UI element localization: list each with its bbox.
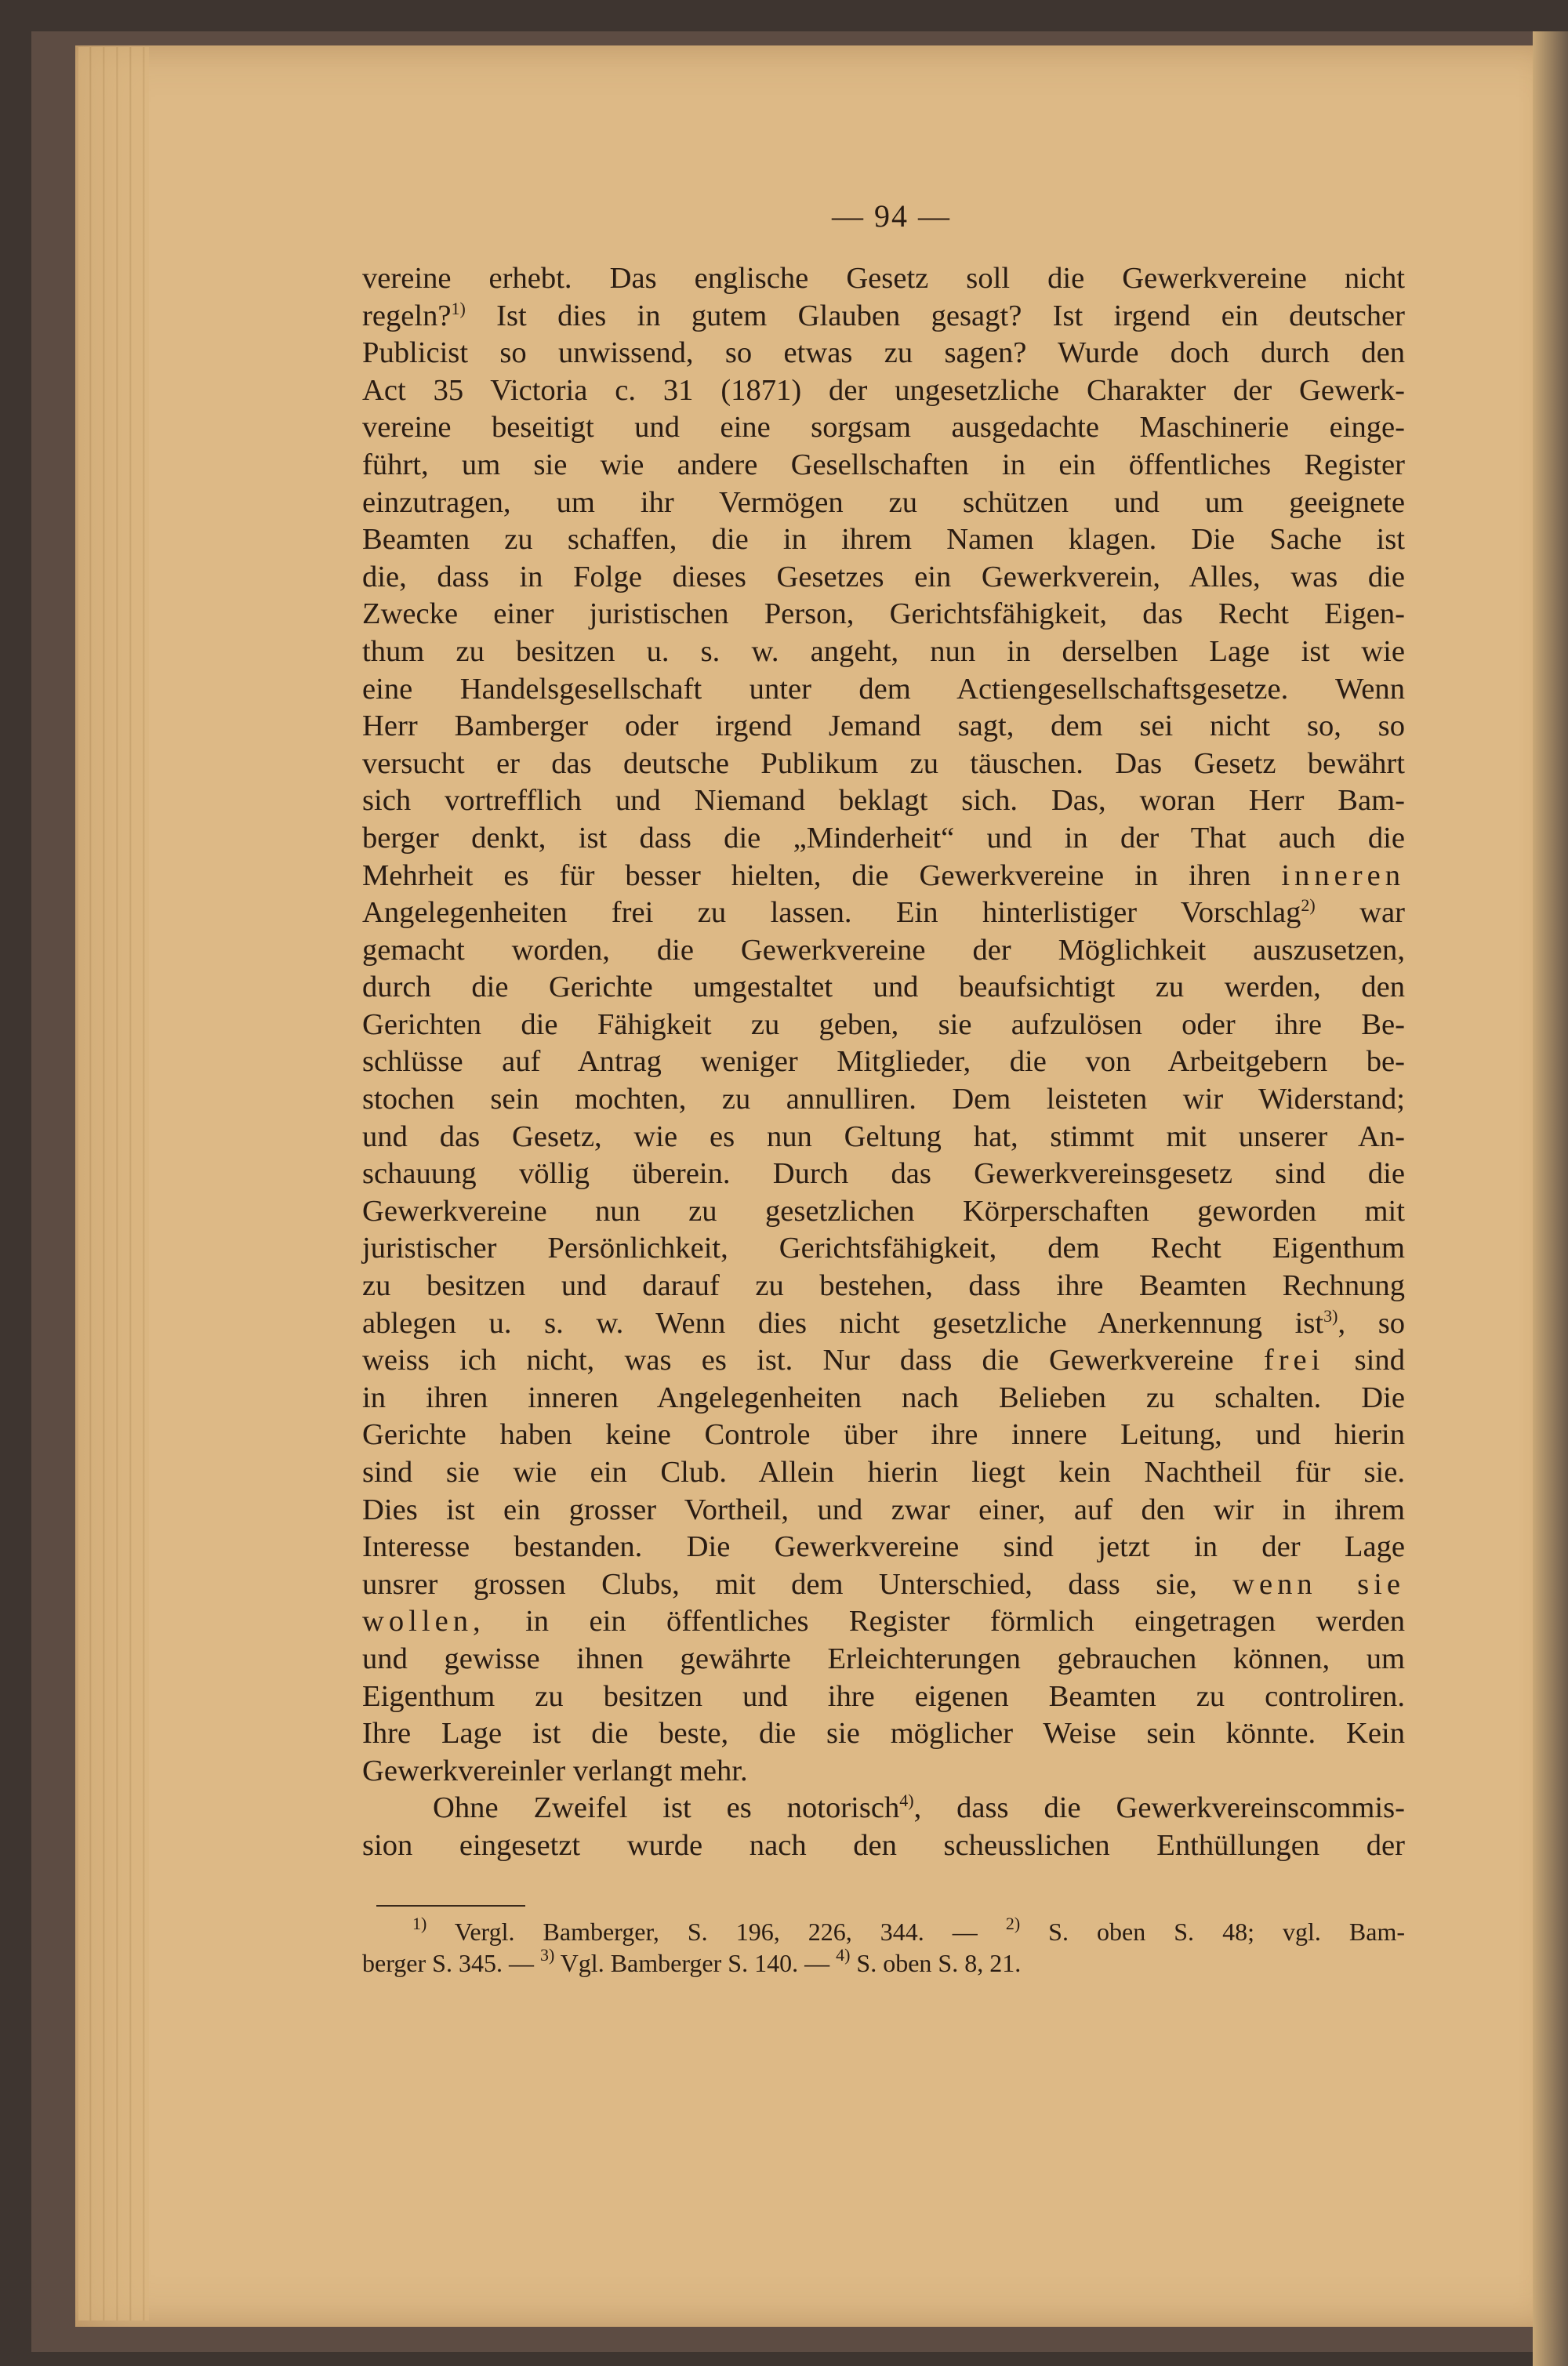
text-line: Gewerkvereinler verlangt mehr. <box>362 1754 748 1787</box>
text-line: weiss ich nicht, was es ist. Nur dass die Gewerkvereine frei sind <box>362 1344 1405 1377</box>
text-line: Gerichte haben keine Controle über ihre innere Leitung, und hierin <box>362 1418 1405 1452</box>
footnote-mark: 3) <box>1323 1305 1338 1326</box>
text-line: Ohne Zweifel ist es notorisch$^{4)}$, dass die Gewerkvereinscommis- <box>433 1791 1405 1825</box>
text-line: in ihren inneren Angelegenheiten nach Belieben zu schalten. Die <box>362 1381 1405 1414</box>
page-number: — 94 — <box>832 198 951 234</box>
text-line: Beamten zu schaffen, die in ihrem Namen klagen. Die Sache ist <box>362 523 1405 557</box>
text-line: schauung völlig überein. Durch das Gewerkvereinsgesetz sind die <box>362 1157 1405 1191</box>
footnote-divider <box>376 1905 525 1907</box>
spaced-emphasis: wollen, <box>362 1605 485 1638</box>
text-line: Gewerkvereine nun zu gesetzlichen Körperschaften geworden mit <box>362 1194 1405 1228</box>
text-line: Ihre Lage ist die beste, die sie möglicher Weise sein könnte. Kein <box>362 1717 1405 1751</box>
text-line: Dies ist ein grosser Vortheil, und zwar einer, auf den wir in ihrem <box>362 1493 1405 1526</box>
text-line: führt, um sie wie andere Gesellschaften in ein öffentliches Register <box>362 448 1405 481</box>
footnotes <box>362 1916 1405 1979</box>
footnote-mark: 1) <box>451 298 466 318</box>
text-line: stochen sein mochten, zu annulliren. Dem leisteten wir Widerstand; <box>362 1083 1405 1116</box>
text-line: vereine erhebt. Das englische Gesetz soll die Gewerkvereine nicht <box>362 262 1405 295</box>
footnote-line: $^{1)}$ Vergl. Bamberger, S. 196, 226, 344. — $^{2)}$ S. oben S. 48; vgl. Bam- <box>412 1914 1406 1946</box>
text-line: die, dass in Folge dieses Gesetzes ein Gewerkverein, Alles, was die <box>362 560 1405 593</box>
book-gutter <box>1533 31 1568 2366</box>
text-line: juristischer Persönlichkeit, Gerichtsfähigkeit, dem Recht Eigenthum <box>362 1232 1405 1265</box>
footnote-mark: 4) <box>899 1791 914 1811</box>
text-line: wollen, in ein öffentliches Register förmlich eingetragen werden <box>362 1605 1405 1638</box>
text-line: und das Gesetz, wie es nun Geltung hat, stimmt mit unserer An- <box>362 1119 1405 1153</box>
text-line: versucht er das deutsche Publikum zu täuschen. Das Gesetz bewährt <box>362 746 1405 780</box>
text-line: einzutragen, um ihr Vermögen zu schützen und um geeignete <box>362 485 1405 519</box>
text-line: durch die Gerichte umgestaltet und beaufsichtigt zu werden, den <box>362 971 1405 1004</box>
text-line: ablegen u. s. w. Wenn dies nicht gesetzliche Anerkennung ist$^{3)}$, so <box>362 1305 1406 1340</box>
text-line: Interesse bestanden. Die Gewerkvereine sind jetzt in der Lage <box>362 1530 1405 1564</box>
text-line: sion eingesetzt wurde nach den scheusslichen Enthüllungen der <box>362 1828 1405 1862</box>
page-text <box>362 198 1405 1865</box>
spaced-emphasis: frei <box>1263 1344 1325 1377</box>
text-line: thum zu besitzen u. s. w. angeht, nun in derselben Lage ist wie <box>362 634 1405 668</box>
footnote-line: berger S. 345. — $^{3)}$ Vgl. Bamberger S. 140. — $^{4)}$ S. oben S. 8, 21. <box>362 1945 1022 1977</box>
text-line: schlüsse auf Antrag weniger Mitglieder, die von Arbeitgebern be- <box>362 1045 1405 1079</box>
spaced-emphasis: wenn sie <box>1232 1567 1405 1601</box>
text-line: Eigenthum zu besitzen und ihre eigenen Beamten zu controliren. <box>362 1679 1405 1713</box>
text-line: und gewisse ihnen gewährte Erleichterungen gebrauchen können, um <box>362 1642 1405 1675</box>
text-line: regeln?$^{1)}$ Ist dies in gutem Glauben gesagt? Ist irgend ein deutscher <box>362 298 1405 332</box>
text-line: sind sie wie ein Club. Allein hierin liegt kein Nachtheil für sie. <box>362 1456 1405 1489</box>
text-line: Mehrheit es für besser hielten, die Gewerkvereine in ihren inneren <box>362 858 1406 892</box>
page-edges <box>78 47 149 2321</box>
text-line: Angelegenheiten frei zu lassen. Ein hinterlistiger Vorschlag$^{2)}$ war <box>362 895 1405 930</box>
text-line: gemacht worden, die Gewerkvereine der Möglichkeit auszusetzen, <box>362 933 1405 967</box>
text-line: vereine beseitigt und eine sorgsam ausgedachte Maschinerie einge- <box>362 411 1405 445</box>
text-line: Gerichten die Fähigkeit zu geben, sie aufzulösen oder ihre Be- <box>362 1007 1405 1041</box>
text-line: sich vortrefflich und Niemand beklagt sich. Das, woran Herr Bam- <box>362 784 1405 818</box>
text-line: berger denkt, ist dass die „Minderheit“ und in der That auch die <box>362 821 1405 855</box>
footnote-mark: 2) <box>1301 895 1316 916</box>
text-line: Herr Bamberger oder irgend Jemand sagt, dem sei nicht so, so <box>362 709 1405 743</box>
text-line: Publicist so unwissend, so etwas zu sagen? Wurde doch durch den <box>362 336 1405 370</box>
text-line: Zwecke einer juristischen Person, Gerichtsfähigkeit, das Recht Eigen- <box>362 597 1405 631</box>
text-line: Act 35 Victoria c. 31 (1871) der ungesetzliche Charakter der Gewerk- <box>362 373 1405 407</box>
spaced-emphasis: inneren <box>1281 858 1406 892</box>
text-line: zu besitzen und darauf zu bestehen, dass ihre Beamten Rechnung <box>362 1269 1405 1303</box>
text-line: eine Handelsgesellschaft unter dem Actiengesellschaftsgesetze. Wenn <box>362 672 1405 706</box>
text-line: unsrer grossen Clubs, mit dem Unterschied, dass sie, wenn sie <box>362 1567 1405 1601</box>
